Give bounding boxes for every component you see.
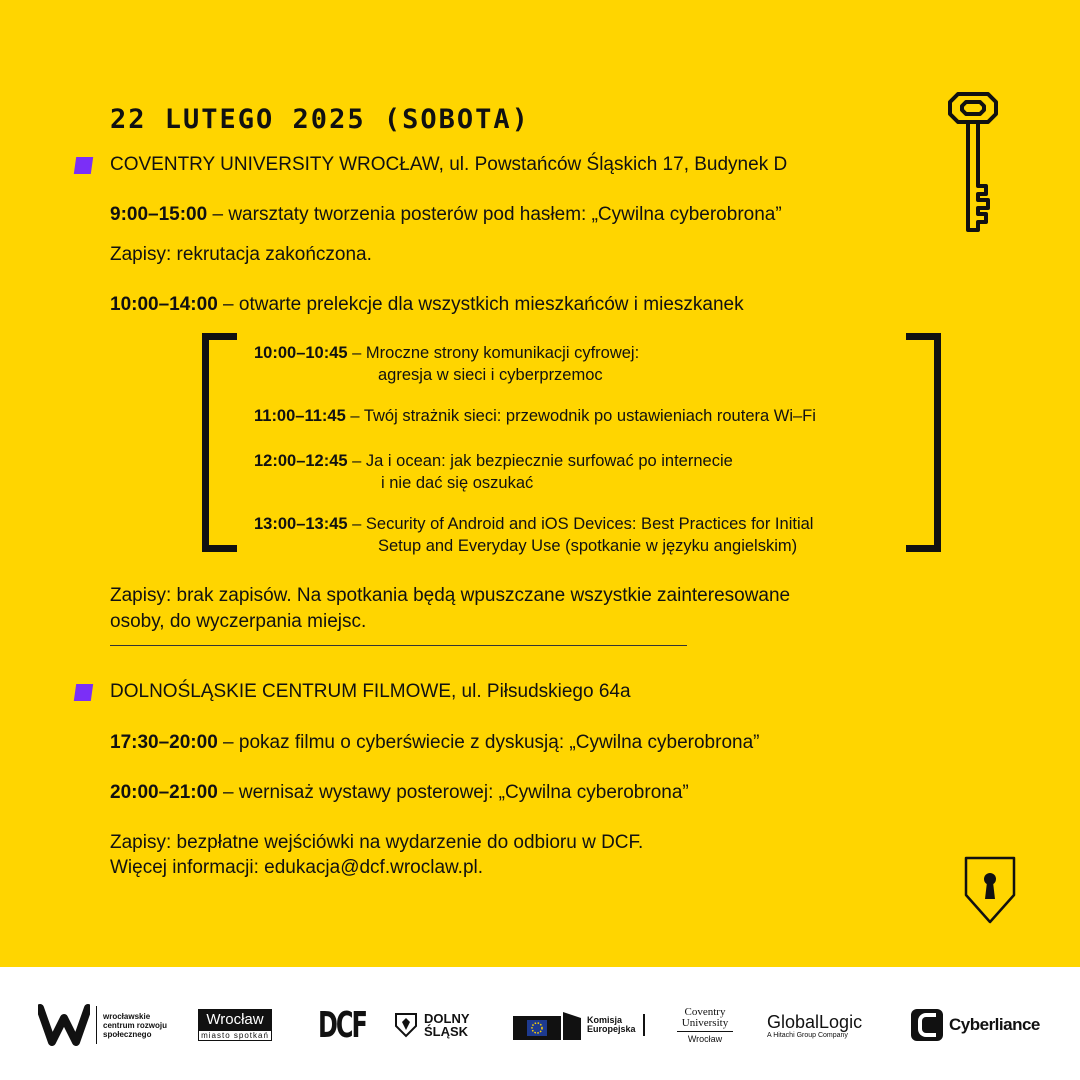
wroclaw-tagline: miasto spotkań [198,1030,272,1041]
cyberliance-name: Cyberliance [949,1015,1040,1034]
event-signup: Zapisy: rekrutacja zakończona. [110,244,372,265]
wcrs-name: wrocławskie centrum rozwoju społecznego [103,1011,168,1039]
event-item [110,731,759,754]
dcf-logo [318,995,366,1055]
talk-title: – Security of Android and iOS Devices: Best Practices for Initial [347,515,814,533]
event-item [110,293,744,316]
left-bracket [202,333,237,552]
coventry-city: Wrocław [687,1033,723,1044]
event-description: – wernisaż wystawy posterowej: „Cywilna cyberobrona” [217,782,689,803]
event-signup: Zapisy: brak zapisów. Na spotkania będą wpuszczane wszystkie zainteresowane [110,585,791,606]
venue-bullet [74,157,93,174]
talk-time: 11:00–11:45 [254,407,346,425]
dolny-slask-logo [394,995,484,1055]
venue2-name: DOLNOŚLĄSKIE CENTRUM FILMOWE, ul. Piłsudskiego 64a [110,681,631,702]
talk-time: 12:00–12:45 [254,452,348,470]
european-commission-icon [513,1008,583,1042]
talk-time: 10:00–10:45 [254,344,348,362]
wcrs-w-icon [38,1004,90,1046]
talk-item [254,450,733,472]
event-item [110,781,689,804]
talk-item [254,405,816,427]
key-icon [938,88,1008,236]
right-bracket [906,333,941,552]
event-time: 10:00–14:00 [110,294,218,315]
dcf-name: DCF [318,1004,366,1046]
event-description: – warsztaty tworzenia posterów pod hasłem: „Cywilna cyberobrona” [207,204,782,225]
date-title: 22 LUTEGO 2025 (SOBOTA) [110,104,530,135]
wcrs-logo [38,995,173,1055]
komisja-name: Komisja Europejska [587,1015,636,1034]
globallogic-name: GlobalLogic [767,1011,863,1032]
cyberliance-logo [911,995,1040,1055]
globallogic-logo [767,995,862,1055]
event-time: 9:00–15:00 [110,204,208,225]
komisja-logo [513,995,645,1055]
wroclaw-name: Wrocław [198,1009,272,1030]
shield-keyhole-icon [963,855,1017,925]
talk-title-continued: agresja w sieci i cyberprzemoc [378,366,603,384]
venue1-name: COVENTRY UNIVERSITY WROCŁAW, ul. Powstańców Śląskich 17, Budynek D [110,154,788,175]
wroclaw-logo [198,995,272,1055]
talk-title-continued: i nie dać się oszukać [381,474,534,492]
event-description: – otwarte prelekcje dla wszystkich mieszkańców i mieszkanek [217,294,744,315]
talk-title: – Mroczne strony komunikacji cyfrowej: [347,344,640,362]
talk-title: – Twój strażnik sieci: przewodnik po ustawieniach routera Wi–Fi [345,407,816,425]
event-time: 20:00–21:00 [110,782,218,803]
event-signup-continued: osoby, do wyczerpania miejsc. [110,611,367,632]
event-item [110,203,782,226]
event-description: – pokaz filmu o cyberświecie z dyskusją: „Cywilna cyberobrona” [217,732,760,753]
talk-title: – Ja i ocean: jak bezpiecznie surfować po internecie [347,452,733,470]
eagle-crest-icon [394,1012,418,1038]
talk-item [254,342,639,364]
event-time: 17:30–20:00 [110,732,218,753]
coventry-logo [676,995,734,1055]
talk-title-continued: Setup and Everyday Use (spotkanie w języku angielskim) [378,537,798,555]
coventry-name: Coventry University [681,1005,729,1029]
event-signup: Zapisy: bezpłatne wejściówki na wydarzenie do odbioru w DCF. [110,832,644,853]
dolny-slask-name: DOLNY ŚLĄSK [424,1011,470,1039]
talk-time: 13:00–13:45 [254,515,348,533]
venue-bullet [74,684,93,701]
cyberliance-icon [911,1009,943,1041]
section-divider [110,645,687,646]
globallogic-tagline: A Hitachi Group Company [767,1031,848,1039]
talk-item [254,513,813,535]
more-info: Więcej informacji: edukacja@dcf.wroclaw.pl. [110,857,484,878]
